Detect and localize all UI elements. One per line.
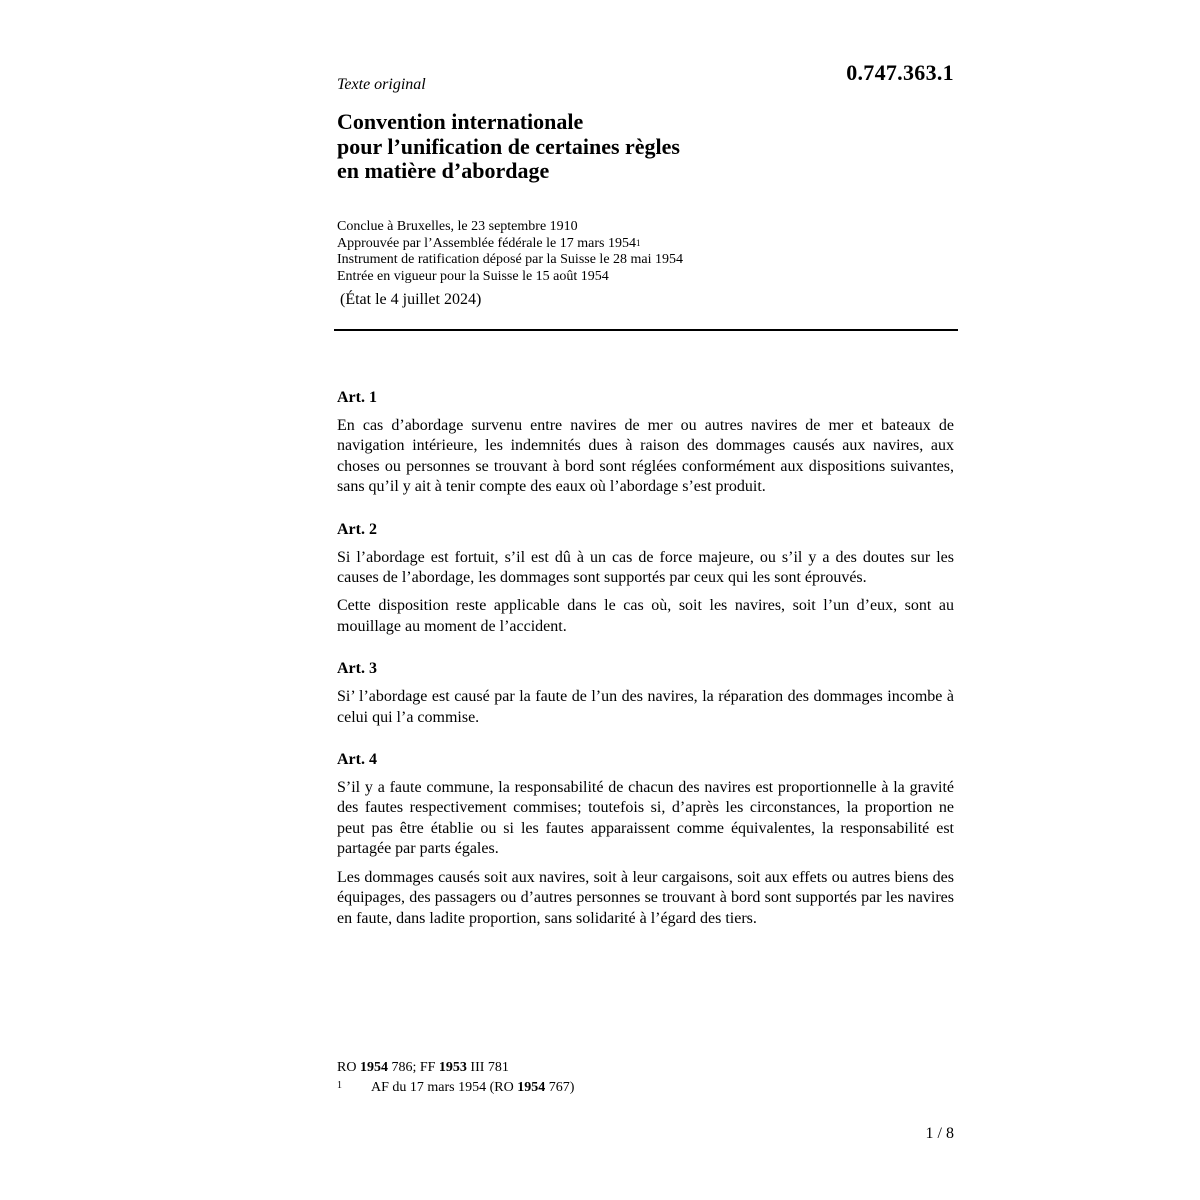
ff-rest: III 781 <box>466 1060 509 1075</box>
page-number: 1 / 8 <box>925 1125 954 1142</box>
document-title <box>337 110 897 184</box>
article-heading: Art. 2 <box>337 520 377 538</box>
ro-page: 786; FF <box>387 1060 439 1075</box>
ratification-line: Instrument de ratification déposé par la Suisse le 28 mai 1954 <box>337 252 684 267</box>
article-1 <box>337 388 954 498</box>
title-line: Convention internationale <box>337 109 584 134</box>
articles-body <box>337 388 954 937</box>
title-line: en matière d’abordage <box>337 158 550 183</box>
article-paragraph: En cas d’abordage survenu entre navires de mer ou autres navires de mer et bateaux de navigation intérieure, les indemnités dues à raison des dommages causés aux navires, aux choses ou personnes se trouvant à bord sont réglées conformément aux dispositions suivantes, sans qu’il y ait à tenir compte des eaux où l’abordage s’est produit. <box>337 417 954 496</box>
title-line: pour l’unification de certaines règles <box>337 133 680 159</box>
approved-text: Approuvée par l’Assemblée fédérale le 17 mars 1954 <box>337 235 636 251</box>
footnote-suffix: 767) <box>545 1080 575 1095</box>
ff-year: 1953 <box>438 1060 467 1075</box>
state-date: (État le 4 juillet 2024) <box>340 291 482 308</box>
concluded-line: Conclue à Bruxelles, le 23 septembre 1910 <box>337 219 578 234</box>
footnote-reference[interactable]: 1 <box>635 237 641 248</box>
article-heading: Art. 4 <box>337 751 377 769</box>
ro-year: 1954 <box>359 1060 388 1075</box>
article-3 <box>337 659 954 728</box>
original-text-label: Texte original <box>337 76 426 93</box>
approved-line <box>337 236 957 253</box>
ro-prefix: RO <box>337 1060 360 1075</box>
article-paragraph: Si l’abordage est fortuit, s’il est dû à un cas de force majeure, ou s’il y a des doutes sur les causes de l’abordage, les dommages sont supportés par ceux qui les sont éprouvés. <box>337 548 954 587</box>
article-paragraph: Si’ l’abordage est causé par la faute de l’un des navires, la réparation des dommages incombe à celui qui l’a commise. <box>337 688 954 726</box>
footnote-number: 1 <box>337 1080 342 1091</box>
entry-into-force-line: Entrée en vigueur pour la Suisse le 15 août 1954 <box>337 268 609 284</box>
publication-reference <box>337 1058 954 1078</box>
convention-metadata <box>337 219 957 285</box>
article-4 <box>337 750 954 929</box>
article-paragraph: Cette disposition reste applicable dans le cas où, soit les navires, soit l’un d’eux, sont au mouillage au moment de l’accident. <box>337 597 954 635</box>
footnote-prefix: AF du 17 mars 1954 (RO <box>371 1080 518 1095</box>
article-heading: Art. 1 <box>337 389 377 406</box>
article-heading: Art. 3 <box>337 660 377 678</box>
footnote-year: 1954 <box>517 1080 546 1095</box>
article-2 <box>337 520 954 638</box>
header-divider <box>334 329 958 331</box>
footnote-1 <box>337 1078 954 1098</box>
footnotes <box>337 1058 954 1098</box>
article-paragraph: S’il y a faute commune, la responsabilité de chacun des navires est proportionnelle à la gravité des fautes respectivement commises; toutefois si, d’après les circonstances, la proportion ne peut pas être établie ou si les fautes apparaissent comme équivalentes, la responsabilité est partagée par parts égales. <box>337 779 954 858</box>
sr-number: 0.747.363.1 <box>846 60 954 85</box>
article-paragraph: Les dommages causés soit aux navires, soit à leur cargaisons, soit aux effets ou autres biens des équipages, des passagers ou d’autres personnes se trouvant à bord sont supportés par les navires en faute, dans ladite proportion, sans solidarité à l’égard des tiers. <box>337 868 954 927</box>
